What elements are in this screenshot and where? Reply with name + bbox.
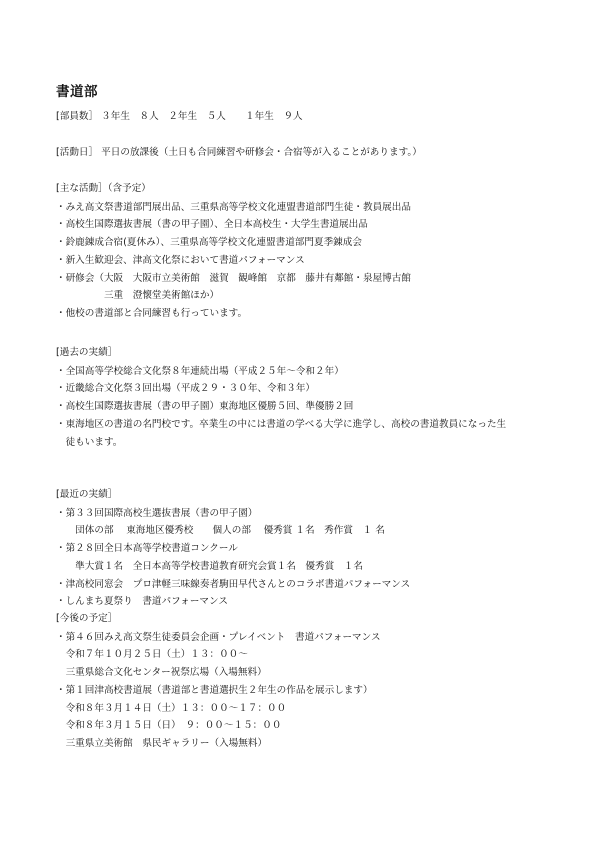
activity-days-line: [活動日］ 平日の放課後（土日も合同練習や研修会・合宿等が入ることがあります。）: [56, 147, 422, 158]
activities-item: ・高校生国際選抜書展（書の甲子園）、全日本高校生・大学生書道展出品: [56, 219, 368, 231]
past-achievements-section: [56, 344, 575, 451]
activities-item: ・鈴鹿錬成合宿(夏休み）、三重県高等学校文化連盟書道部門夏季錬成会: [56, 237, 362, 249]
past-achievement-item: ・全国高等学校総合文化祭８年連続出場（平成２５年～令和２年）: [56, 365, 344, 377]
recent-achievement-item: ・第２８回全日本高等学校書道コンクール: [56, 543, 238, 555]
upcoming-event-venue: 三重県総合文化センター祝祭広場（入場無料）: [56, 667, 267, 679]
past-achievement-item: ・高校生国際選抜書展（書の甲子園）東海地区優勝５回、準優勝２回: [56, 401, 354, 413]
past-achievement-item: ・東海地区の書道の名門校です。卒業生の中には書道の学べる大学に進学し、高校の書道教員になった生: [56, 418, 507, 430]
activities-item: ・他校の書道部と合同練習も行っています。: [56, 307, 248, 319]
recent-achievement-detail: 団体の部 東海地区優秀校 個人の部 優秀賞 １名 秀作賞 １ 名: [56, 525, 385, 537]
activities-item-continued: 三重 澄懐堂美術館ほか）: [56, 290, 220, 302]
upcoming-event-date: 令和８年３月１４日（土）１３：００～１７：００: [56, 702, 287, 714]
upcoming-event-date: 令和８年３月１５日（日） ９：００～１５：００: [56, 720, 282, 732]
recent-achievement-item: ・しんまち夏祭り 書道パフォーマンス: [56, 596, 228, 608]
past-achievements-heading: [過去の実績］: [56, 347, 118, 358]
upcoming-event-item: ・第４６回みえ高文祭生徒委員会企画・プレイベント 書道パフォーマンス: [56, 631, 381, 643]
activities-heading: [主な活動］（含予定）: [56, 183, 151, 194]
recent-achievement-item: ・津高校同窓会 プロ津軽三味線奏者駒田早代さんとのコラボ書道パフォーマンス: [56, 578, 411, 590]
activities-item: ・みえ高文祭書道部門展出品、三重県高等学校文化連盟書道部門生徒・教員展出品: [56, 201, 411, 213]
upcoming-schedule-heading: [今後の予定］: [56, 613, 118, 624]
page-title: 書道部: [56, 84, 98, 100]
upcoming-schedule-section: [56, 610, 575, 753]
recent-achievement-item: ・第３３回国際高校生選抜書展（書の甲子園）: [56, 507, 258, 519]
recent-achievements-heading: [最近の実績］: [56, 489, 118, 500]
upcoming-event-item: ・第１回津高校書道展（書道部と書道選択生２年生の作品を展示します）: [56, 684, 373, 696]
activities-item: ・新入生歓迎会、津高文化祭において書道パフォーマンス: [56, 254, 305, 266]
members-section: [56, 108, 575, 126]
recent-achievement-detail: 準大賞１名 全日本高等学校書道教育研究会賞１名 優秀賞 １名: [56, 560, 363, 572]
activity-days-section: [56, 144, 575, 162]
recent-achievements-section: [56, 486, 575, 611]
upcoming-event-venue: 三重県立美術館 県民ギャラリー（入場無料）: [56, 737, 268, 749]
activities-section: [56, 180, 575, 323]
past-achievement-item-continued: 徒もいます。: [56, 436, 123, 448]
activities-item: ・研修会（大阪 大阪市立美術館 滋賀 観峰館 京都 藤井有鄰館・泉屋博古館: [56, 272, 411, 284]
upcoming-event-date: 令和７年１０月２５日（土）１３：００～: [56, 649, 248, 661]
members-line: [部員数］ ３年生 ８人 ２年生 ５人 １年生 ９人: [56, 111, 303, 122]
past-achievement-item: ・近畿総合文化祭３回出場（平成２９・３０年、令和３年）: [56, 383, 316, 395]
